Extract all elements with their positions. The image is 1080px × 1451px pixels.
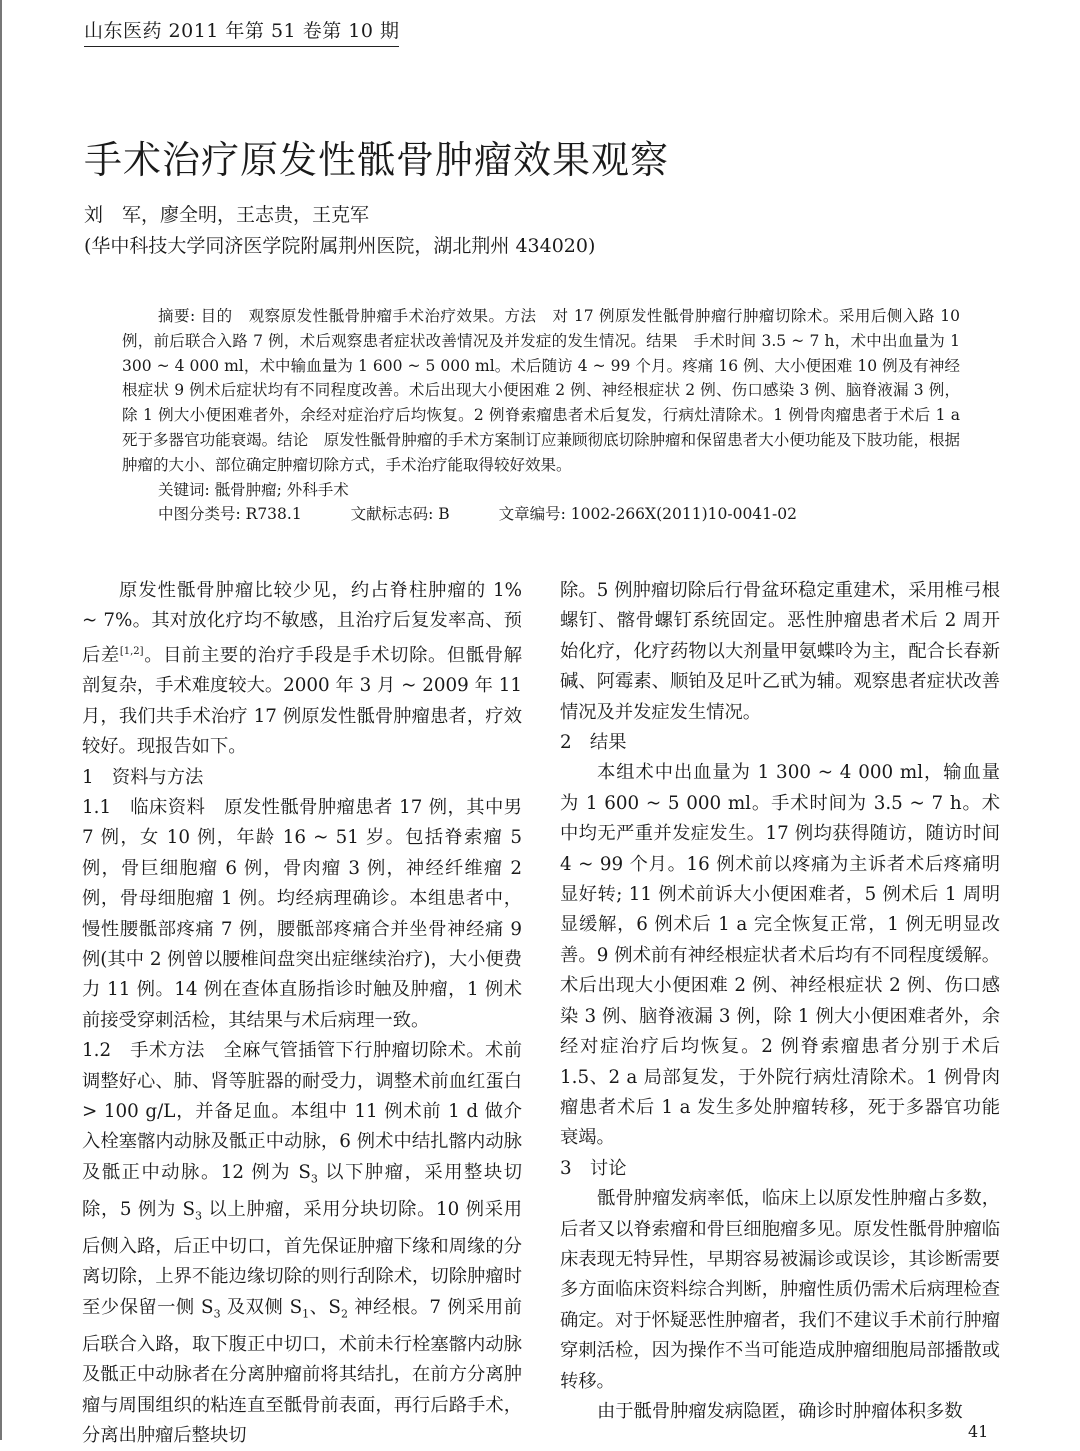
clc-number: 中图分类号: R738.1 bbox=[158, 505, 302, 524]
clinical-data-paragraph: 1.1 临床资料 原发性骶骨肿瘤患者 17 例，其中男 7 例，女 10 例，年龄 16 ~ 51 岁。包括脊索瘤 5 例，骨巨细胞瘤 6 例，骨肉瘤 3 例，神经纤维瘤 2 例，骨母细胞瘤 1 例。均经病理确诊。本组患者中，慢性腰骶部疼痛 7 例，腰骶部疼痛合并坐骨神经痛 9 例(其中 2 例曾以腰椎间盘突出症继续治疗)，大小便费力 11 例。14 例在查体直肠指诊时触及肿瘤，1 例术前接受穿刺活检，其结果与术后病理一致。 bbox=[82, 796, 522, 1031]
method-continued-paragraph: 除。5 例肿瘤切除后行骨盆环稳定重建术，采用椎弓根螺钉、髂骨螺钉系统固定。恶性肿瘤患者术后 2 周开始化疗，化疗药物以大剂量甲氨蝶呤为主，配合长春新碱、阿霉素、顺铂及足叶乙甙为辅。观察患者症状改善情况及并发症发生情况。 bbox=[560, 580, 1000, 723]
article-number: 文章编号: 1002-266X(2011)10-0041-02 bbox=[498, 505, 797, 524]
section-heading-discussion: 3 讨论 bbox=[560, 1157, 627, 1179]
abstract-text: 摘要: 目的 观察原发性骶骨肿瘤手术治疗效果。方法 对 17 例原发性骶骨肿瘤行肿瘤切除术。采用后侧入路 10 例，前后联合入路 7 例，术后观察患者症状改善情况及并发症的发生情况。结果 手术时间 3.5 ~ 7 h，术中出血量为 1 300 ~ 4 000 ml，术中输血量为 1 600 ~ 5 000 ml。术后随访 4 ~ 99 个月。疼痛 16 例、大小便困难 10 例及有神经根症状 9 例术后症状均有不同程度改善。术后出现大小便困难 2 例、神经根症状 2 例、伤口感染 3 例、脑脊液漏 3 例，除 1 例大小便困难者外，余经对症治疗后均恢复。2 例脊索瘤患者术后复发，行病灶清除术。1 例骨肉瘤患者于术后 1 a 死于多器官功能衰竭。结论 原发性骶骨肿瘤的手术方案制订应兼顾彻底切除肿瘤和保留患者大小便功能及下肢功能，根据肿瘤的大小、部位确定肿瘤切除方式，手术治疗能取得较好效果。 bbox=[122, 307, 960, 474]
subscript: 1 bbox=[302, 1307, 310, 1321]
subscript: 3 bbox=[213, 1307, 221, 1321]
right-column bbox=[560, 576, 1000, 1427]
intro-text-end: 。目前主要的治疗手段是手术切除。但骶骨解剖复杂，手术难度较大。2000 年 3 月 ~ 2009 年 11 月，我们共手术治疗 17 例原发性骶骨肿瘤患者，疗效较好。现报告如下。 bbox=[82, 644, 522, 758]
journal-header: 山东医药 2011 年第 51 卷第 10 期 bbox=[84, 16, 399, 47]
discussion-paragraph-2: 由于骶骨肿瘤发病隐匿，确诊时肿瘤体积多数 bbox=[597, 1400, 963, 1422]
page-edge-line bbox=[0, 0, 2, 1440]
method-text-e: 、S bbox=[309, 1296, 341, 1318]
document-code: 文献标志码: B bbox=[350, 505, 450, 524]
classification-line bbox=[158, 502, 960, 527]
method-text-d: 及双侧 S bbox=[220, 1296, 303, 1318]
surgical-method-paragraph bbox=[82, 1036, 522, 1451]
discussion-paragraph-1: 骶骨肿瘤发病率低，临床上以原发性肿瘤占多数，后者又以脊索瘤和骨巨细胞瘤多见。原发性骶骨肿瘤临床表现无特异性，早期容易被漏诊或误诊，其诊断需要多方面临床资料综合判断，肿瘤性质仍需术后病理检查确定。对于怀疑恶性肿瘤者，我们不建议手术前行肿瘤穿刺活检，因为操作不当可能造成肿瘤细胞局部播散或转移。 bbox=[560, 1188, 1000, 1392]
method-text-b: 以下肿瘤，采用整块切除，5 例为 S bbox=[82, 1161, 522, 1220]
intro-paragraph bbox=[82, 576, 522, 763]
affiliation: (华中科技大学同济医学院附属荆州医院，湖北荆州 434020) bbox=[84, 235, 596, 257]
page-number: 41 bbox=[968, 1422, 989, 1441]
section-heading-methods: 1 资料与方法 bbox=[82, 766, 204, 788]
citation-ref: [1,2] bbox=[119, 645, 144, 657]
authors: 刘 军，廖全明，王志贵，王克军 bbox=[84, 204, 370, 226]
section-heading-results: 2 结果 bbox=[560, 732, 627, 754]
subscript: 3 bbox=[195, 1209, 202, 1223]
subscript: 2 bbox=[340, 1307, 348, 1321]
article-title: 手术治疗原发性骶骨肿瘤效果观察 bbox=[84, 138, 670, 183]
method-text-f: 神经根。7 例采用前后联合入路，取下腹正中切口，术前未行栓塞髂内动脉及骶正中动脉者在分离肿瘤前将其结扎，在前方分离肿瘤与周围组织的粘连直至骶骨前表面，再行后路手术，分离出肿瘤后整块切 bbox=[82, 1296, 522, 1447]
intro-text: 原发性骶骨肿瘤比较少见，约占脊柱肿瘤的 1% ~ 7%。其对放化疗均不敏感，且治疗后复发率高、预后差 bbox=[82, 580, 522, 666]
left-column bbox=[82, 576, 522, 1451]
keywords: 关键词: 骶骨肿瘤; 外科手术 bbox=[158, 480, 349, 499]
subscript: 3 bbox=[310, 1172, 318, 1186]
method-text-a: 1.2 手术方法 全麻气管插管下行肿瘤切除术。术前调整好心、肺、肾等脏器的耐受力，调整术前血红蛋白 > 100 g/L，并备足血。本组中 11 例术前 1 d 做介入栓塞髂内动脉及骶正中动脉，6 例术中结扎髂内动脉及骶正中动脉。12 例为 S bbox=[82, 1040, 522, 1183]
results-paragraph: 本组术中出血量为 1 300 ~ 4 000 ml，输血量为 1 600 ~ 5 000 ml。手术时间为 3.5 ~ 7 h。术中均无严重并发症发生。17 例均获得随访，随访时间 4 ~ 99 个月。16 例术前以疼痛为主诉者术后疼痛明显好转; 11 例术前诉大小便困难者，5 例术后 1 周明显缓解，6 例术后 1 a 完全恢复正常，1 例无明显改善。9 例术前有神经根症状者术后均有不同程度缓解。术后出现大小便困难 2 例、神经根症状 2 例、伤口感染 3 例、脑脊液漏 3 例，除 1 例大小便困难者外，余经对症治疗后均恢复。2 例脊索瘤患者分别于术后 1.5、2 a 局部复发，于外院行病灶清除术。1 例骨肉瘤患者术后 1 a 发生多处肿瘤转移，死于多器官功能衰竭。 bbox=[560, 762, 1000, 1149]
method-text-c: 以上肿瘤，采用分块切除。10 例采用后侧入路，后正中切口，首先保证肿瘤下缘和周缘的分离切除，上界不能边缘切除的则行刮除术，切除肿瘤时至少保留一侧 S bbox=[82, 1198, 523, 1318]
abstract-block bbox=[122, 304, 960, 527]
